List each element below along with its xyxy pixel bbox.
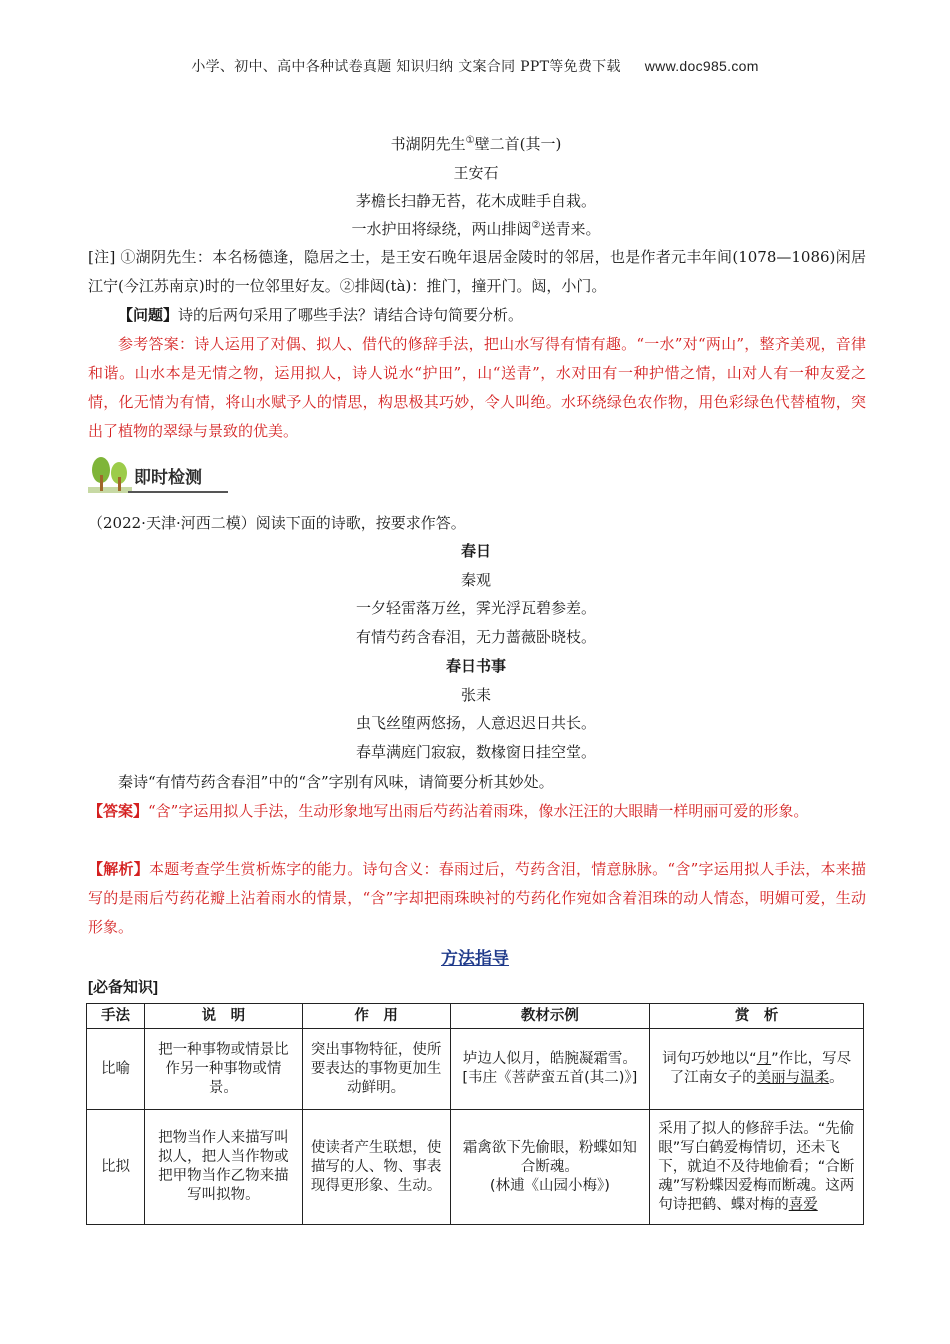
poem1-line2: 一水护田将绿绕，两山排闼②送青来。 — [351, 220, 601, 238]
table-row — [87, 1029, 864, 1110]
poem1-line1: 茅檐长扫静无苔，花木成畦手自栽。 — [355, 192, 596, 210]
table-header: 作 用 — [302, 1004, 450, 1029]
table-header: 说 明 — [144, 1004, 302, 1029]
section-banner — [88, 455, 233, 495]
analysis-cell: 采用了拟人的修辞手法。“先偷眼”写白鹤爱梅情切，还未飞下，就迫不及待地偷看；“合断魂”写粉蝶因爱梅而断魂。这两句诗把鹤、蝶对梅的喜爱 — [650, 1110, 864, 1225]
method-table — [86, 1003, 864, 1225]
poem2-line2: 有情芍药含春泪，无力蔷薇卧晓枝。 — [355, 628, 596, 646]
effect-cell: 使读者产生联想，使描写的人、物、事表现得更形象、生动。 — [302, 1110, 450, 1225]
poem2-author: 秦观 — [460, 571, 491, 589]
tree-icon — [88, 455, 132, 495]
table-header-row — [87, 1004, 864, 1029]
technique-cell: 比拟 — [87, 1110, 145, 1225]
analysis-cell: 词句巧妙地以“月”作比，写尽了江南女子的美丽与温柔。 — [650, 1029, 864, 1110]
page-header — [0, 56, 950, 76]
poem3-line2: 春草满庭门寂寂，数椽窗日挂空堂。 — [355, 743, 596, 761]
table-header: 教材示例 — [450, 1004, 650, 1029]
explain-cell: 把物当作人来描写叫拟人，把人当作物或把甲物当作乙物来描写叫拟物。 — [144, 1110, 302, 1225]
must-know-label: [必备知识] — [88, 979, 158, 996]
question2: 秦诗“有情芍药含春泪”中的“含”字别有风味，请简要分析其妙处。 — [118, 773, 554, 791]
example-cell: 垆边人似月，皓腕凝霜雪。 [韦庄《菩萨蛮五首(其二)》] — [450, 1029, 650, 1110]
poem2-title: 春日 — [460, 542, 491, 560]
exercise-intro: （2022·天津·河西二模）阅读下面的诗歌，按要求作答。 — [88, 514, 466, 532]
answer2: 【答案】“含”字运用拟人手法，生动形象地写出雨后芍药沾着雨珠，像水汪汪的大眼睛一样明丽可爱的形象。 — [88, 802, 809, 820]
header-url[interactable]: www.doc985.com — [644, 58, 759, 74]
table-header: 手法 — [87, 1004, 145, 1029]
method-title: 方法指导 — [441, 949, 509, 969]
section-label: 即时检测 — [134, 468, 202, 488]
table-row — [87, 1110, 864, 1225]
poem3-title: 春日书事 — [445, 657, 506, 675]
poem1-title: 书湖阴先生①壁二首(其一) — [390, 135, 562, 153]
poem2-line1: 一夕轻雷落万丝，霁光浮瓦碧参差。 — [355, 599, 596, 617]
question1: 【问题】诗的后两句采用了哪些手法？请结合诗句简要分析。 — [118, 306, 524, 324]
table-header: 赏 析 — [650, 1004, 864, 1029]
answer1: 参考答案：诗人运用了对偶、拟人、借代的修辞手法，把山水写得有情有趣。“一水”对“两山”，整齐美观，音律和谐。山水本是无情之物，运用拟人，诗人说水“护田”，山“送青”，水对田有一种护惜之情，山对人有一种友爱之情，化无情为有情，将山水赋予人的情思，构思极其巧妙，令人叫绝。水环绕绿色农作物，用色彩绿色代替植物，突出了植物的翠绿与景致的优美。 — [88, 335, 866, 440]
section-underline — [128, 491, 228, 493]
poem3-author: 张耒 — [460, 686, 491, 704]
poem3-line1: 虫飞丝堕两悠扬，人意迟迟日共长。 — [355, 714, 596, 732]
effect-cell: 突出事物特征，使所要表达的事物更加生动鲜明。 — [302, 1029, 450, 1110]
poem1-author: 王安石 — [453, 164, 499, 182]
header-text: 小学、初中、高中各种试卷真题 知识归纳 文案合同 PPT等免费下载 — [191, 59, 621, 75]
explain-cell: 把一种事物或情景比作另一种事物或情景。 — [144, 1029, 302, 1110]
analysis2: 【解析】本题考查学生赏析炼字的能力。诗句含义：春雨过后，芍药含泪，情意脉脉。“含”字运用拟人手法，本来描写的是雨后芍药花瓣上沾着雨水的情景，“含”字却把雨珠映衬的芍药化作宛如含着泪珠的动人情态，明媚可爱，生动形象。 — [88, 860, 866, 936]
technique-cell: 比喻 — [87, 1029, 145, 1110]
poem1-note: [注] ①湖阴先生：本名杨德逢，隐居之士，是王安石晚年退居金陵时的邻居，也是作者元丰年间(1078—1086)闲居江宁(今江苏南京)时的一位邻里好友。②排闼(tà)：推门，撞开门。闼，小门。 — [88, 248, 866, 295]
example-cell: 霜禽欲下先偷眼，粉蝶如知合断魂。 (林逋《山园小梅》) — [450, 1110, 650, 1225]
